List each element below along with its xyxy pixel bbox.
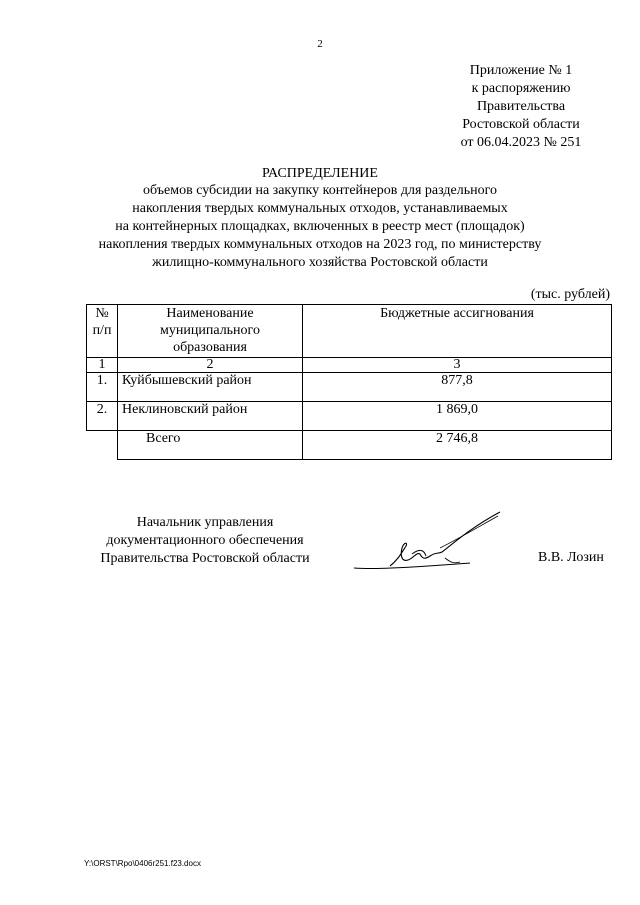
units-label: (тыс. рублей) bbox=[530, 287, 610, 302]
signer-position bbox=[82, 514, 328, 568]
row-name: Куйбышевский район bbox=[118, 373, 303, 402]
page-number: 2 bbox=[317, 38, 323, 50]
subtitle-line: объемов субсидии на закупку контейнеров для раздельного bbox=[143, 183, 497, 198]
total-empty-cell bbox=[87, 431, 118, 460]
file-path: Y:\ORST\Rpo\0406r251.f23.docx bbox=[84, 859, 201, 868]
row-value: 1 869,0 bbox=[303, 402, 612, 431]
signer-position-line: Правительства Ростовской области bbox=[100, 551, 310, 566]
header-num: № п/п bbox=[87, 305, 118, 358]
table-total-row bbox=[87, 431, 612, 460]
table-header-row bbox=[87, 305, 612, 358]
table-row bbox=[87, 402, 612, 431]
subtitle-line: на контейнерных площадках, включенных в реестр мест (площадок) bbox=[115, 219, 525, 234]
index-cell: 3 bbox=[303, 358, 612, 373]
row-value: 877,8 bbox=[303, 373, 612, 402]
header-name: Наименование муниципального образования bbox=[118, 305, 303, 358]
total-label: Всего bbox=[118, 431, 303, 460]
document-subtitle bbox=[0, 182, 640, 272]
table-row bbox=[87, 373, 612, 402]
handwritten-signature bbox=[350, 508, 510, 578]
subsidy-table bbox=[86, 304, 612, 460]
subtitle-line: накопления твердых коммунальных отходов на 2023 год, по министерству bbox=[98, 237, 542, 252]
appendix-block bbox=[420, 62, 622, 152]
total-value: 2 746,8 bbox=[303, 431, 612, 460]
subtitle-line: жилищно-коммунального хозяйства Ростовской области bbox=[152, 255, 488, 270]
appendix-line: Приложение № 1 bbox=[469, 63, 573, 78]
row-name: Неклиновский район bbox=[118, 402, 303, 431]
appendix-line: к распоряжению bbox=[471, 81, 571, 96]
signer-position-line: документационного обеспечения bbox=[106, 533, 304, 548]
table-index-row bbox=[87, 358, 612, 373]
appendix-line: Ростовской области bbox=[462, 117, 580, 132]
row-num: 1. bbox=[87, 373, 118, 402]
subtitle-line: накопления твердых коммунальных отходов, устанавливаемых bbox=[132, 201, 508, 216]
appendix-line: Правительства bbox=[476, 99, 566, 114]
appendix-line: от 06.04.2023 № 251 bbox=[460, 135, 582, 150]
index-cell: 1 bbox=[87, 358, 118, 373]
index-cell: 2 bbox=[118, 358, 303, 373]
row-num: 2. bbox=[87, 402, 118, 431]
header-value: Бюджетные ассигнования bbox=[303, 305, 612, 358]
signer-name: В.В. Лозин bbox=[538, 550, 604, 565]
document-title: РАСПРЕДЕЛЕНИЕ bbox=[262, 166, 378, 181]
signer-position-line: Начальник управления bbox=[136, 515, 274, 530]
